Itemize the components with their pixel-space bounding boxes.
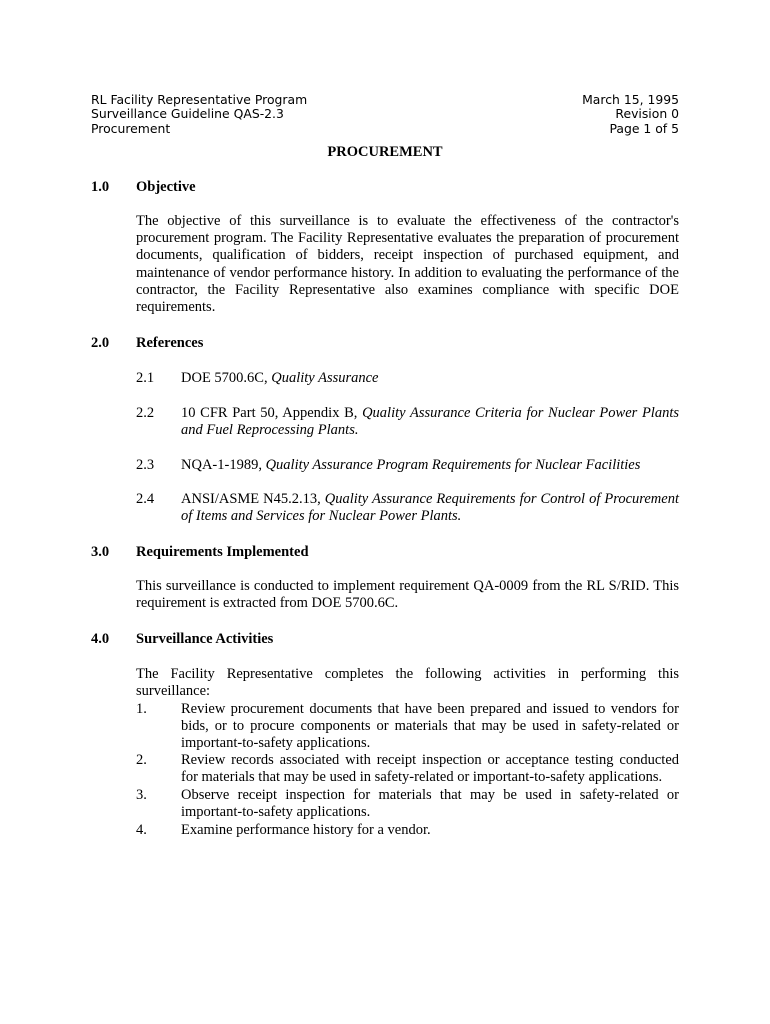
reference-code: 10 CFR Part 50, Appendix B, [181,405,363,421]
header-guideline: Surveillance Guideline QAS-2.3 [91,106,284,122]
header-page-number: Page 1 of 5 [609,120,679,136]
section-number: 2.0 [91,335,110,351]
activity-number: 3. [136,787,147,803]
section-number: 1.0 [91,179,110,195]
section-title-objective: Objective [136,179,196,195]
reference-code: DOE 5700.6C, [181,370,272,386]
requirements-paragraph: This surveillance is conducted to implement requirement QA-0009 from the RL S/RID. This requirement is extracted from DOE 5700.6C. [136,578,679,612]
activity-number: 4. [136,822,147,838]
section-title-activities: Surveillance Activities [136,631,274,647]
reference-number: 2.1 [136,370,155,386]
reference-item [181,491,679,525]
activity-item: Review procurement documents that have been prepared and issued to vendors for bids, or to procure components or materials that may be used in safety-related or important-to-safety applications. [181,701,679,752]
activity-item: Examine performance history for a vendor. [181,822,431,838]
page-title: PROCUREMENT [327,144,443,160]
objective-paragraph: The objective of this surveillance is to evaluate the effectiveness of the contractor's procurement program. The Facility Representative evaluates the preparation of procurement documents, qualification of bidders, receipt inspection of purchased equipment, and maintenance of vendor performance history. In addition to evaluating the performance of the contractor, the Facility Representative also examines compliance with specific DOE requirements. [136,213,679,316]
reference-title: Quality Assurance Program Requirements for Nuclear Facilities [265,457,641,473]
reference-title: Quality Assurance [271,370,379,386]
reference-item [181,457,679,474]
reference-code: NQA-1-1989, [181,457,266,473]
reference-title: Quality Assurance Requirements for Control of Procurement of Items and Services for Nuclear Power Plants. [181,491,679,525]
header-right [582,93,679,136]
activity-item: Review records associated with receipt inspection or acceptance testing conducted for materials that may be used in safety-related or important-to-safety applications. [181,752,679,786]
section-number: 4.0 [91,631,110,647]
activity-number: 2. [136,752,147,768]
reference-title: Quality Assurance Criteria for Nuclear Power Plants and Fuel Reprocessing Plants. [181,405,679,439]
activity-item: Observe receipt inspection for materials that may be used in safety-related or important-to-safety applications. [181,787,679,821]
header-left [91,93,307,136]
activities-intro: The Facility Representative completes the following activities in performing this surveillance: [136,666,679,700]
header-revision: Revision 0 [615,106,679,122]
reference-number: 2.4 [136,491,155,507]
reference-item [181,405,679,439]
section-title-requirements: Requirements Implemented [136,544,309,560]
reference-number: 2.2 [136,405,155,421]
section-title-references: References [136,335,204,351]
header-date: March 15, 1995 [582,92,679,107]
reference-code: ANSI/ASME N45.2.13, [181,491,325,507]
reference-item [181,370,679,387]
header-program: RL Facility Representative Program [91,92,308,107]
header-topic: Procurement [91,120,171,136]
reference-number: 2.3 [136,457,155,473]
section-number: 3.0 [91,544,110,560]
activity-number: 1. [136,701,147,717]
